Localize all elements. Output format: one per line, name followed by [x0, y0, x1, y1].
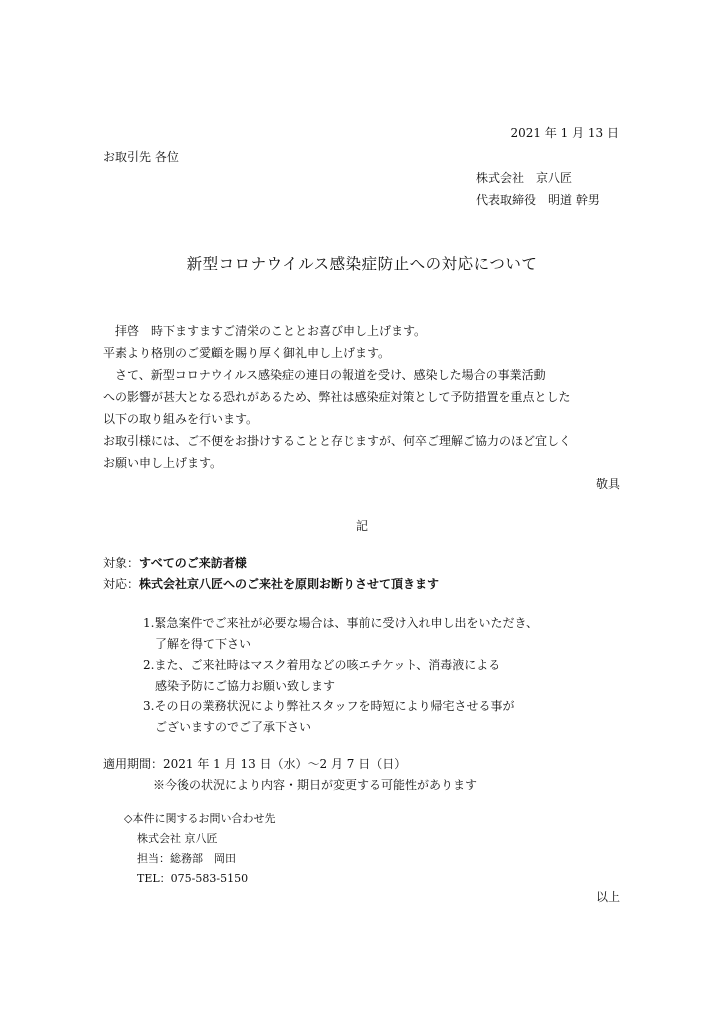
- response-value: 株式会社京八匠へのご来社を原則お断りさせて頂きます: [139, 577, 440, 591]
- body-line: お取引様には、ご不便をお掛けすることと存じますが、何卒ご理解ご協力のほど宜しく: [103, 434, 572, 448]
- body-line: 拝啓 時下ますますご清栄のこととお喜び申し上げます。: [103, 324, 427, 338]
- body-line: 平素より格別のご愛顧を賜り厚く御礼申し上げます。: [103, 346, 391, 360]
- closing-keigu: 敬具: [595, 477, 620, 491]
- target-row: [103, 557, 247, 569]
- measure-item-3: 3.その日の業務状況により弊社スタッフを時短により帰宅させる事が: [143, 699, 515, 713]
- measure-item-1: 1.緊急案件でご来社が必要な場合は、事前に受け入れ申し出をいただき、: [143, 616, 538, 630]
- measure-item-1-cont: 了解を得て下さい: [155, 637, 252, 651]
- measure-item-3-cont: ございますのでご了承下さい: [155, 720, 312, 734]
- period-row: [103, 758, 406, 770]
- period-label: 適用期間：: [103, 757, 164, 771]
- target-value: すべてのご来訪者様: [139, 556, 247, 570]
- response-label: 対応：: [103, 577, 140, 591]
- sender-representative: 代表取締役 明道 幹男: [476, 193, 600, 207]
- ki-marker: 記: [355, 519, 368, 533]
- document-title: 新型コロナウイルス感染症防止への対応について: [186, 255, 538, 273]
- sender-company: 株式会社 京八匠: [476, 171, 573, 185]
- contact-tel: TEL：075-583-5150: [137, 872, 249, 885]
- body-line: への影響が甚大となる恐れがあるため、弊社は感染症対策として予防措置を重点とした: [103, 390, 571, 404]
- contact-heading: ◇本件に関するお問い合わせ先: [124, 812, 276, 825]
- contact-company: 株式会社 京八匠: [137, 832, 218, 845]
- body-line: お願い申し上げます。: [103, 456, 223, 470]
- period-note: ※今後の状況により内容・期日が変更する可能性があります: [153, 778, 478, 792]
- period-value: 2021 年 1 月 13 日（水）〜2 月 7 日（日）: [163, 757, 407, 771]
- document-date: 2021 年 1 月 13 日: [510, 126, 619, 140]
- contact-person: 担当：総務部 岡田: [137, 852, 236, 865]
- measure-item-2: 2.また、ご来社時はマスク着用などの咳エチケット、消毒液による: [143, 658, 501, 672]
- end-ijo: 以上: [595, 890, 620, 904]
- measure-item-2-cont: 感染予防にご協力お願い致します: [155, 679, 336, 693]
- body-line: さて、新型コロナウイルス感染症の連日の報道を受け、感染した場合の事業活動: [103, 368, 546, 382]
- addressee: お取引先 各位: [103, 150, 179, 164]
- body-line: 以下の取り組みを行います。: [103, 412, 259, 426]
- target-label: 対象：: [103, 556, 140, 570]
- response-row: [103, 578, 439, 590]
